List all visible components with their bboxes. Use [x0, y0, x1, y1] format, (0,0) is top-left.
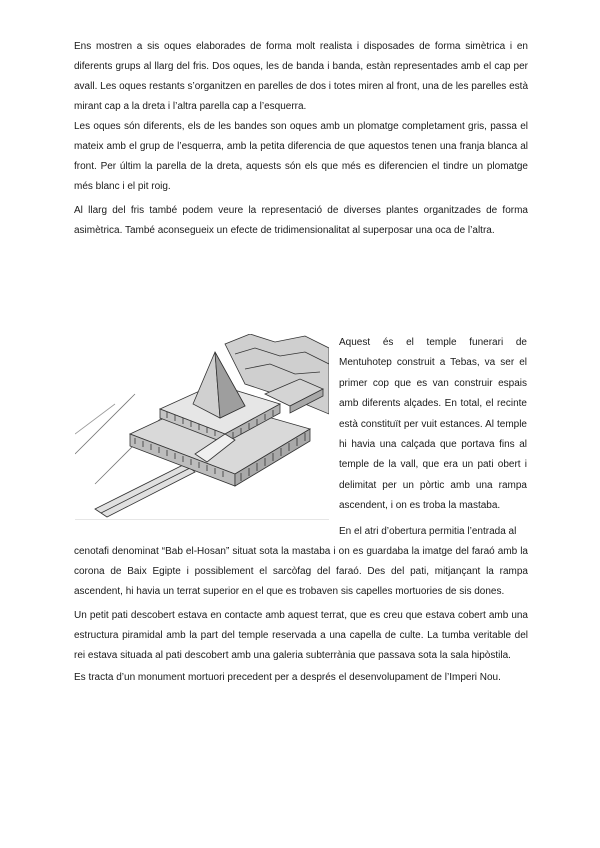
paragraph-geese-differences: Les oques són diferents, els de les bandes son oques amb un plomatge completament gris, passa el mateix amb el grup de l’esquerra, amb la petita diferencia de que aquestos tenen una franja blanca al front. Per últim la parella de la dreta, aquests són els que més es diferencien el tindre un plomatge més blanc i el pit roig. [74, 121, 528, 192]
paragraph-courtyard: Un petit pati descobert estava en contacte amb aquest terrat, que es creu que estava cobert amb una estructura piramidal amb la part del temple reservada a una capella de culte. La tumba veritable del rei estava situada al pati descobert amb una galeria subterrània que passava sota la sala hipòstila. [74, 610, 528, 661]
paragraph-conclusion: Es tracta d’un monument mortuori precedent per a després el desenvolupament de l’Imperi Nou. [74, 672, 501, 683]
paragraph-geese-description: Ens mostren a sis oques elaborades de forma molt realista i disposades de forma simètrica i en diferents grups al llarg del fris. Dos oques, les de banda i banda, estàn representades amb el cap per avall. Les oques restants s’organitzen en parelles de dos i totes miren al front, una de les parelles està mirant cap a la dreta i l’altra parella cap a l’esquerra. [74, 41, 528, 112]
paragraph-temple-intro: Aquest és el temple funerari de Mentuhotep construit a Tebas, va ser el primer cop que es van construir espais amb diferents alçades. En total, el recinte està constituït per vuit estances. Al temple hi havia una calçada que portava fins al temple de la vall, que era un pati obert i delimitat per un pòrtic amb una rampa ascendent, i on es troba la mastaba. [339, 337, 527, 512]
paragraph-atrium-start: En el atri d’obertura permitia l’entrada al [339, 526, 517, 537]
paragraph-plants: Al llarg del fris també podem veure la representació de diverses plantes organitzades de forma asimètrica. També aconsegueix un efecte de tridimensionalitat al superposar una oca de l’altra. [74, 205, 528, 236]
paragraph-atrium-rest: cenotafi denominat “Bab el-Hosan” situat sota la mastaba i on es guardaba la imatge del faraó amb la corona de Baix Egipte i possiblement el sarcòfag del faraó. Des del pati, mitjançant la rampa ascendent, hi havia un terrat superior en el que es trobaven sis capelles mortuories de sis dones. [74, 546, 528, 597]
temple-illustration [75, 334, 329, 520]
